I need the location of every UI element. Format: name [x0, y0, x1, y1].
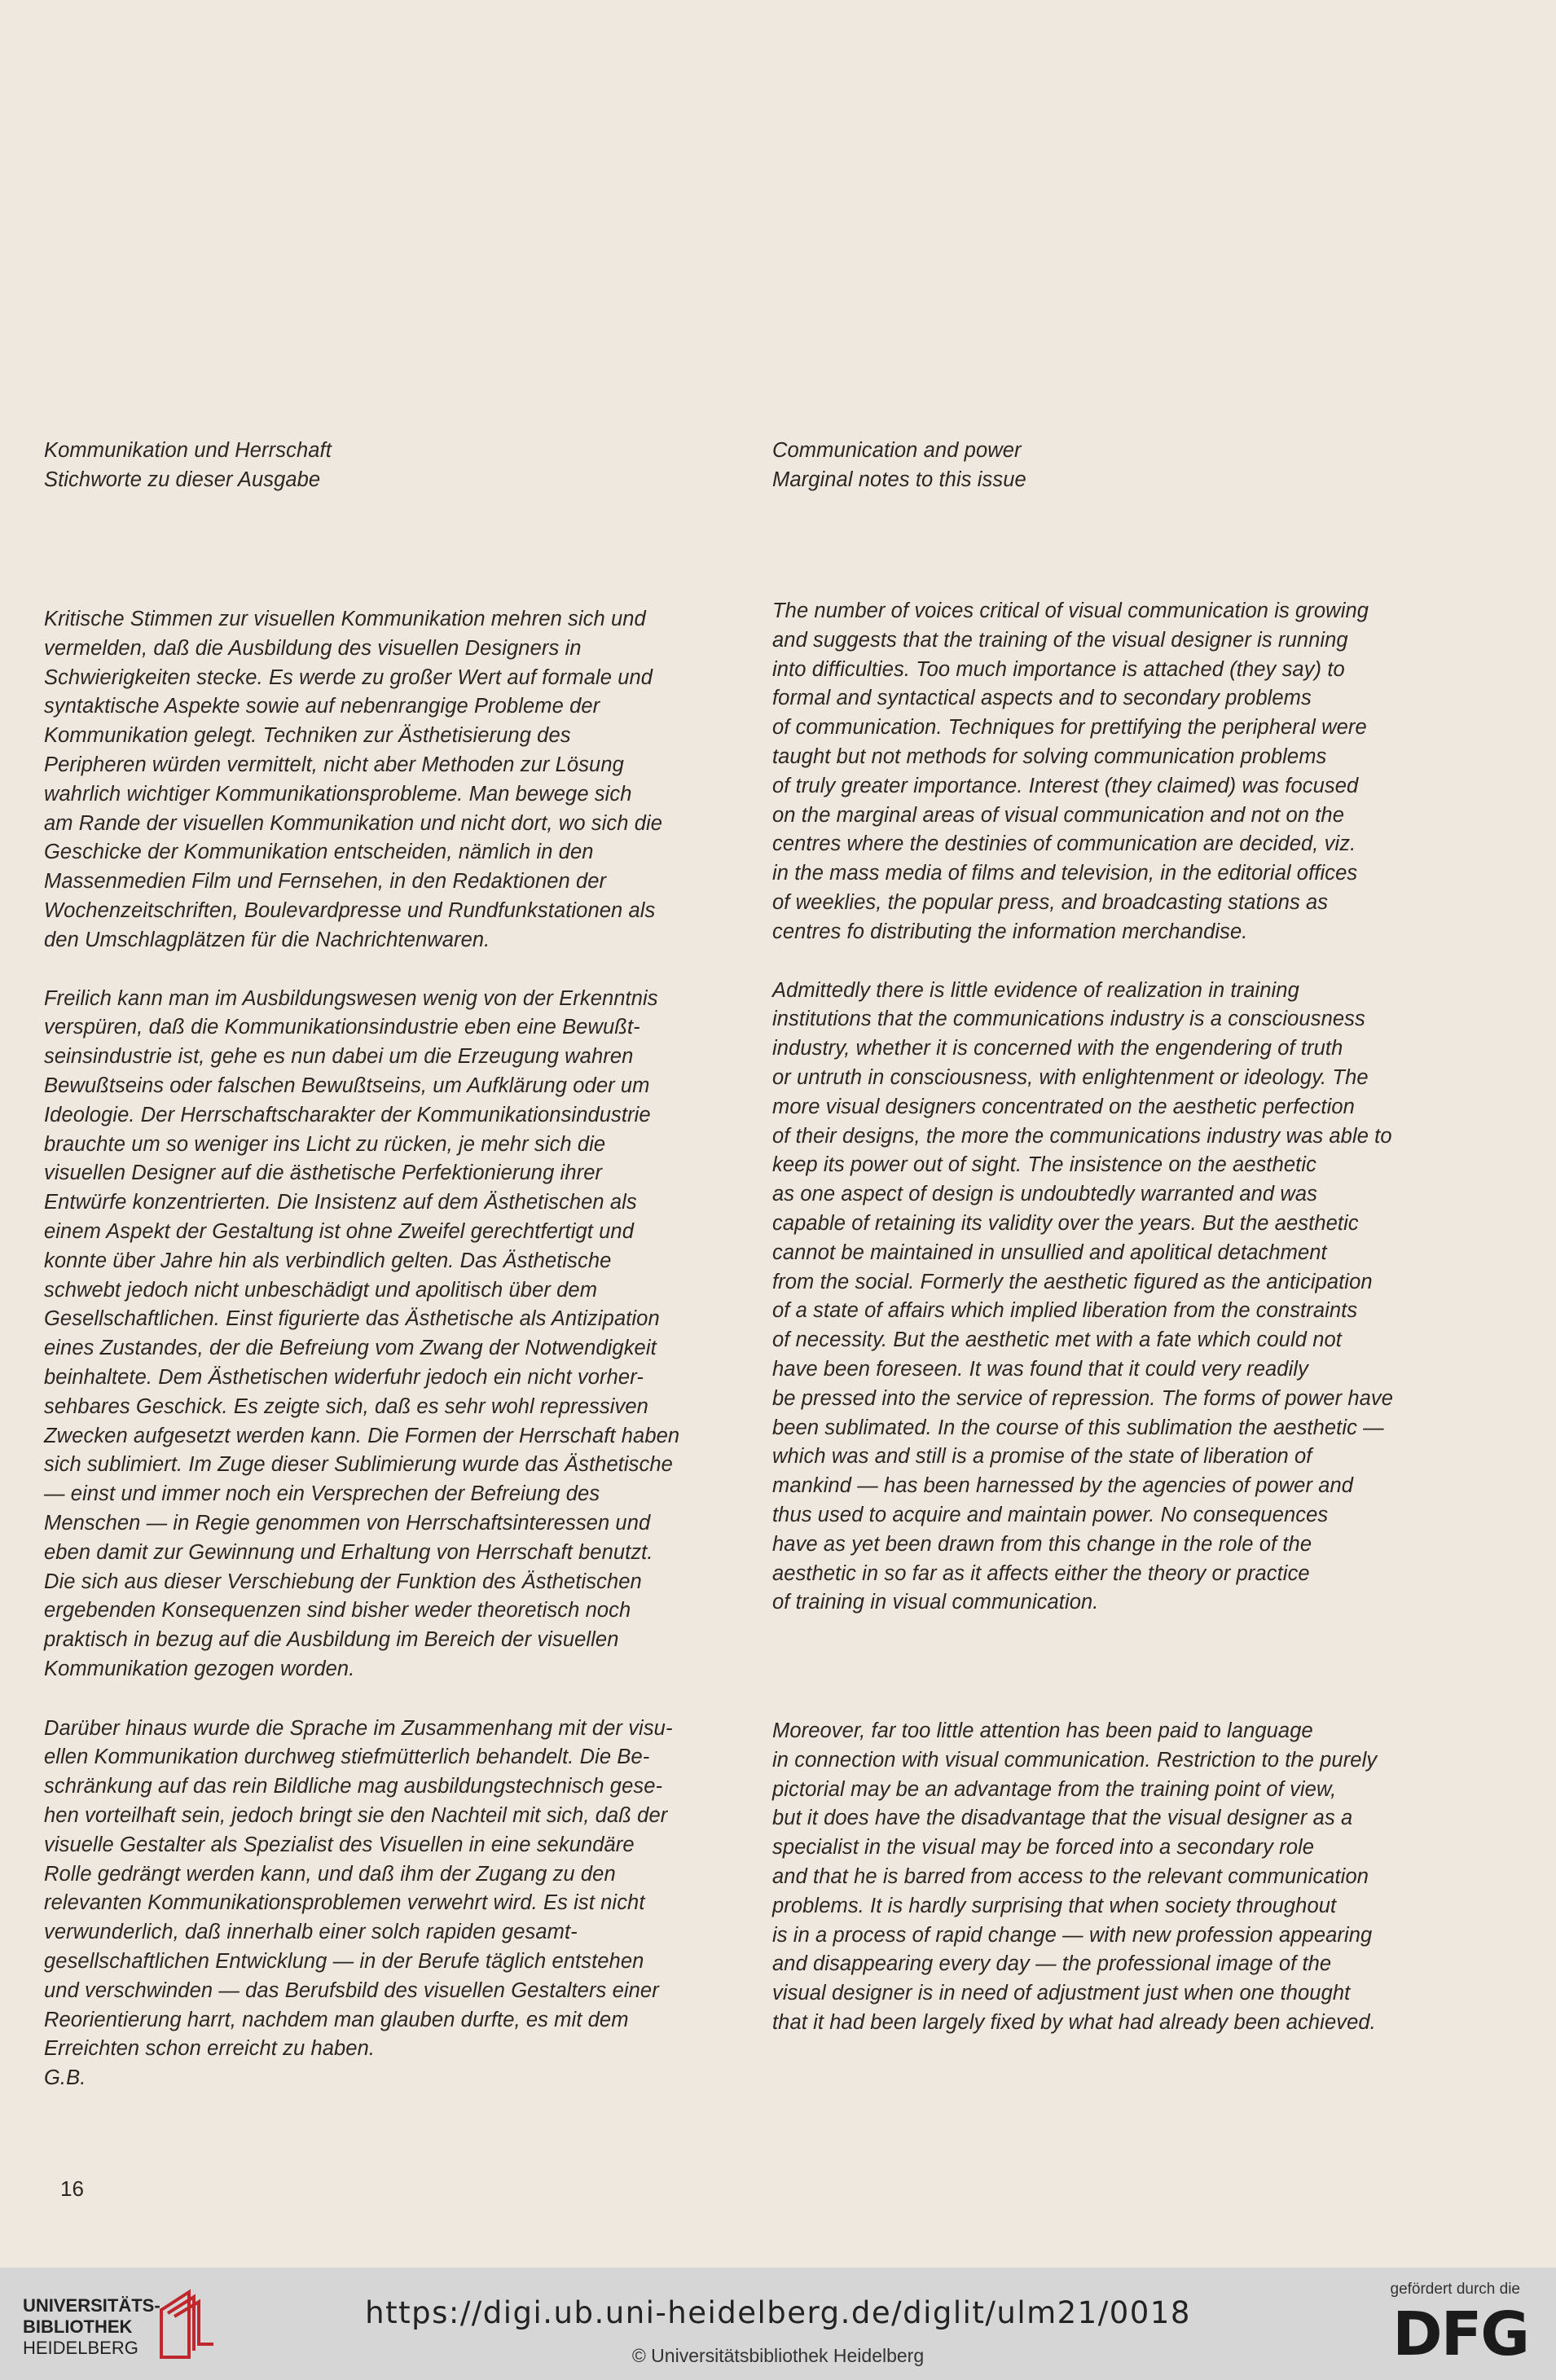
english-paragraph-3: Moreover, far too little attention has been paid to language in connection with visual communication. Restriction to the purely pictorial may be an advantage from the training point of view, but it does have the disadvantage that the visual designer as a specialist in the visual may be forced into a secondary role and that he is barred from access to the relevant communication problems. It is hardly surprising that when society throughout is in a process of rapid change — with new profession appearing and disappearing every day — the professional image of the visual designer is in need of adjustment just when one thought that it had been largely fixed by what had already been achieved. — [772, 1719, 1378, 2035]
source-url-link[interactable]: https://digi.ub.uni-heidelberg.de/diglit/ulm21/0018 — [365, 2295, 1191, 2330]
english-heading: Communication and power Marginal notes to this issue — [772, 439, 1026, 491]
right-column-heading — [772, 437, 1489, 495]
german-paragraph-1: Kritische Stimmen zur visuellen Kommunikation mehren sich und vermelden, daß die Ausbildung des visuellen Designers in Schwierigkeiten stecke. Es werde zu großer Wert auf formale und syntaktische Aspekte sowie auf nebenrangige Probleme der Kommunikation gelegt. Techniken zur Ästhetisierung des Peripheren würden vermittelt, nicht aber Methoden zur Lösung wahrlich wichtiger Kommunikationsprobleme. Man bewege sich am Rande der visuellen Kommunikation und nicht dort, wo sich die Geschicke der Kommunikation entscheiden, nämlich in den Massenmedien Film und Fernsehen, in den Redaktionen der Wochenzeitschriften, Boulevardpresse und Rundfunkstationen als den Umschlagplätzen für die Nachrichtenwaren. — [44, 608, 663, 951]
digitization-footer — [0, 2268, 1556, 2380]
english-paragraph-1: The number of voices critical of visual communication is growing and suggests that the training of the visual designer is running into difficulties. Too much importance is attached (they say) to formal and syntactical aspects and to secondary problems of communication. Techniques for prettifying the peripheral were taught but not methods for solving communication problems of truly greater importance. Interest (they claimed) was focused on the marginal areas of visual communication and not on the centres where the destinies of communication are decided, viz. in the mass media of films and television, in the editorial offices of weeklies, the popular press, and broadcasting stations as centres fo distributing the information merchandise. — [772, 599, 1369, 943]
german-text-column — [44, 605, 757, 2093]
german-paragraph-2: Freilich kann man im Ausbildungswesen wenig von der Erkenntnis verspüren, daß die Kommunikationsindustrie eben eine Bewußt- seinsindustrie ist, gehe es nun dabei um die Erzeugung wahren Bewußtseins oder falschen Bewußtseins, um Aufklärung oder um Ideologie. Der Herrschaftscharakter der Kommunikationsindustrie brauchte um so weniger ins Licht zu rücken, je mehr sich die visuellen Designer auf die ästhetische Perfektionierung ihrer Entwürfe konzentrierten. Die Insistenz auf dem Ästhetischen als einem Aspekt der Gestaltung ist ohne Zweifel gerechtfertigt und konnte über Jahre hin als verbindlich gelten. Das Ästhetische schwebt jedoch nicht unbeschädigt und apolitisch über dem Gesellschaftlichen. Einst figurierte das Ästhetische als Antizipation eines Zustandes, der die Befreiung vom Zwang der Notwendigkeit beinhaltete. Dem Ästhetischen widerfuhr jedoch ein nicht vorher- sehbares Geschick. Es zeigte sich, daß es sehr wohl repressiven Zwecken aufgesetzt werden kann. Die Formen der Herrschaft haben sich sublimiert. Im Zuge dieser Sublimierung wurde das Ästhetische — einst und immer noch ein Versprechen der Befreiung des Menschen — in Regie genommen von Herrschaftsinteressen und eben damit zur Gewinnung und Erhaltung von Herrschaft benutzt. Die sich aus dieser Verschiebung der Funktion des Ästhetischen ergebenden Konsequenzen sind bisher weder theoretisch noch praktisch in bezug auf die Ausbildung im Bereich der visuellen Kommunikation gezogen worden. — [44, 986, 680, 1680]
german-heading: Kommunikation und Herrschaft Stichworte zu dieser Ausgabe — [44, 439, 332, 491]
library-name-line-3: HEIDELBERG — [23, 2338, 138, 2358]
english-text-column — [772, 597, 1489, 2038]
library-name-line-2: BIBLIOTHEK — [23, 2316, 133, 2337]
left-column-heading — [44, 437, 757, 495]
english-paragraph-2: Admittedly there is little evidence of realization in training institutions that the communications industry is a consciousness industry, whether it is concerned with the engendering of truth or untruth in consciousness, with enlightenment or ideology. The more visual designers concentrated on the aesthetic perfection of their designs, the more the communications industry was able to keep its power out of sight. The insistence on the aesthetic as one aspect of design is undoubtedly warranted and was capable of retaining its validity over the years. But the aesthetic cannot be maintained in unsullied and apolitical detachment from the social. Formerly the aesthetic figured as the anticipation of a state of affairs which implied liberation from the constraints of necessity. But the aesthetic met with a fate which could not have been foreseen. It was found that it could very readily be pressed into the service of repression. The forms of power have been sublimated. In the course of this sublimation the aesthetic — which was and still is a promise of the state of liberation of mankind — has been harnessed by the agencies of power and thus used to acquire and maintain power. No consequences have as yet been drawn from this change in the role of the aesthetic in so far as it affects either the theory or practice of training in visual communication. — [772, 978, 1394, 1614]
page-number: 16 — [60, 2176, 84, 2201]
funding-note: gefördert durch die — [1390, 2281, 1520, 2298]
copyright-notice: © Universitätsbibliothek Heidelberg — [631, 2345, 925, 2366]
german-paragraph-3: Darüber hinaus wurde die Sprache im Zusammenhang mit der visu- ellen Kommunikation durchweg stiefmütterlich behandelt. Die Be- schränkung auf das rein Bildliche mag ausbildungstechnisch gese- hen vorteilhaft sein, jedoch bringt sie den Nachteil mit sich, daß der visuelle Gestalter als Spezialist des Visuellen in eine sekundäre Rolle gedrängt werden kann, und daß ihm der Zugang zu den relevanten Kommunikationsproblemen verwehrt wird. Es ist nicht verwunderlich, daß innerhalb einer solch rapiden gesamt- gesellschaftlichen Entwicklung — in der Berufe täglich entstehen und verschwinden — das Berufsbild des visuellen Gestalters einer Reorientierung harrt, nachdem man glauben durfte, es mit dem Erreichten schon erreicht zu haben. — [44, 1716, 673, 2061]
library-name-line-1: UNIVERSITÄTS- — [23, 2295, 160, 2316]
dfg-logo: DFG — [1392, 2299, 1528, 2369]
author-signature: G.B. — [44, 2066, 86, 2090]
